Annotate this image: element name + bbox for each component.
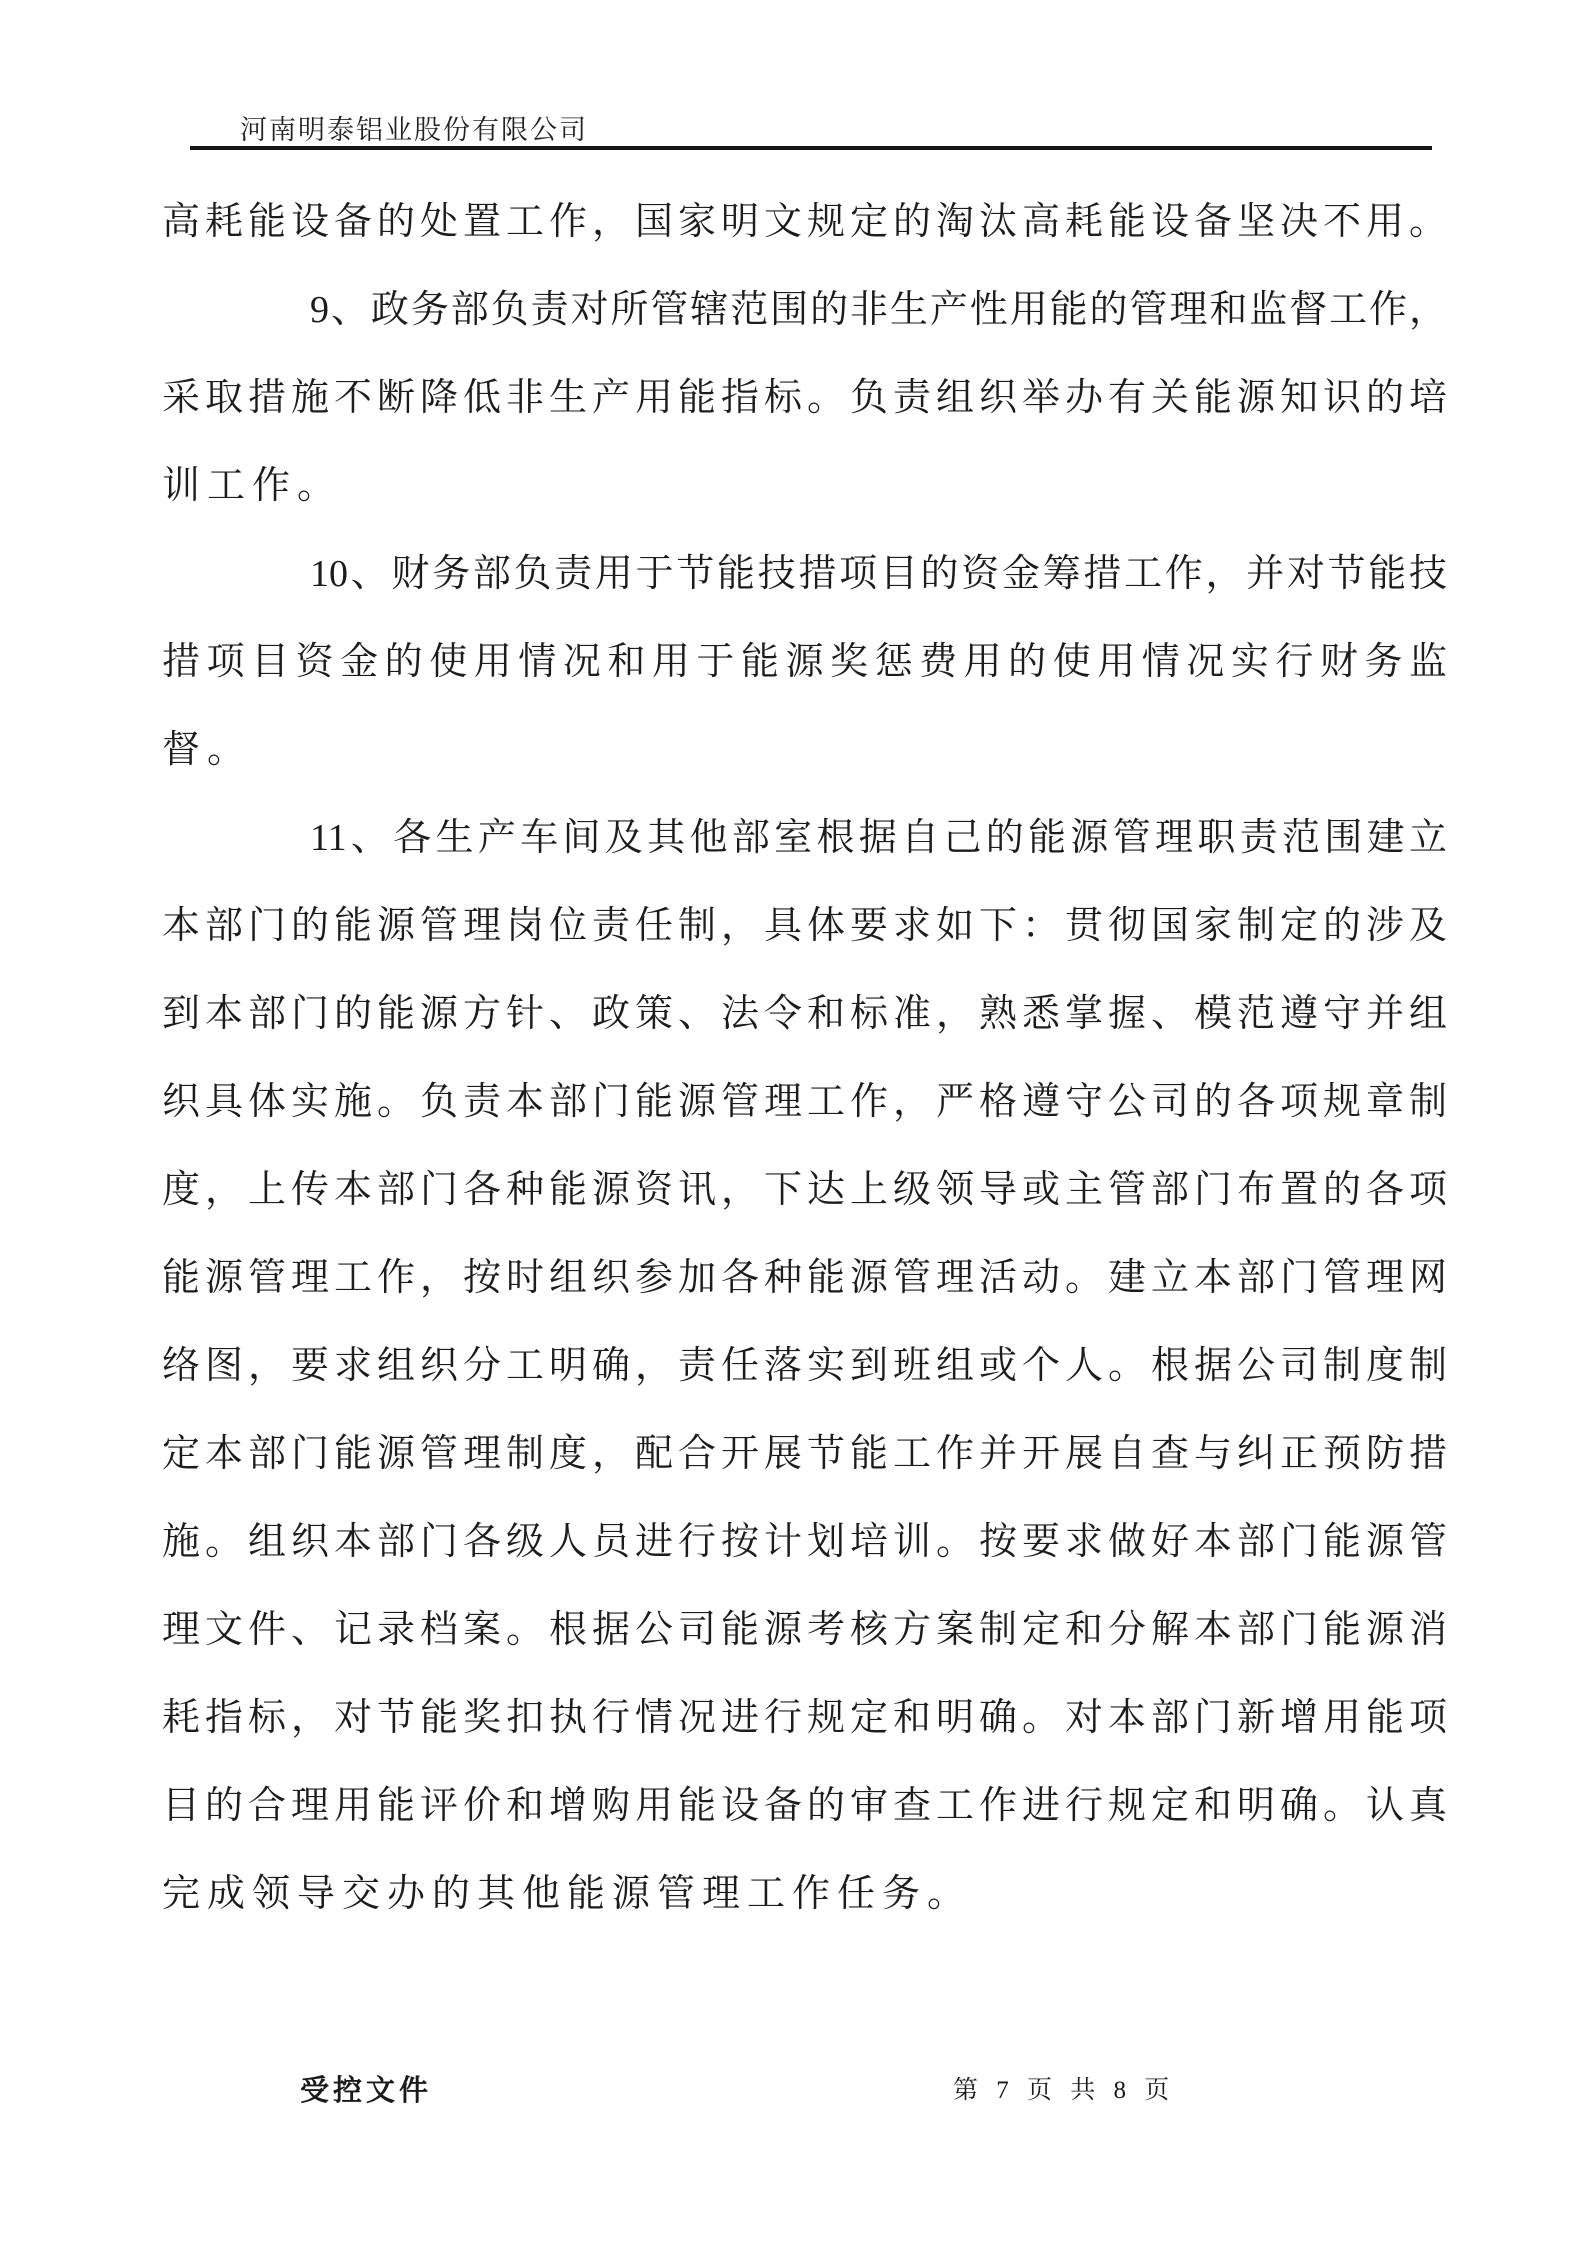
header-company-name: 河南明泰铝业股份有限公司 — [240, 115, 588, 145]
text-line: 能源管理工作，按时组织参加各种能源管理活动。建立本部门管理网 — [162, 1257, 1447, 1299]
text-line: 度，上传本部门各种能源资讯，下达上级领导或主管部门布置的各项 — [162, 1169, 1447, 1211]
text-line: 耗指标，对节能奖扣执行情况进行规定和明确。对本部门新增用能项 — [162, 1697, 1447, 1739]
text-line: 9、政务部负责对所管辖范围的非生产性用能的管理和监督工作， — [310, 289, 1447, 331]
document-body — [162, 178, 1447, 1938]
footer-page-number: 第 7 页 共 8 页 — [953, 2077, 1176, 2104]
text-line: 理文件、记录档案。根据公司能源考核方案制定和分解本部门能源消 — [162, 1609, 1447, 1651]
text-line: 完成领导交办的其他能源管理工作任务。 — [162, 1873, 973, 1915]
text-line: 目的合理用能评价和增购用能设备的审查工作进行规定和明确。认真 — [162, 1785, 1447, 1827]
text-line: 络图，要求组织分工明确，责任落实到班组或个人。根据公司制度制 — [162, 1345, 1447, 1387]
header-rule — [190, 146, 1432, 150]
text-line: 织具体实施。负责本部门能源管理工作，严格遵守公司的各项规章制 — [162, 1081, 1447, 1123]
text-line: 督。 — [162, 729, 253, 771]
text-line: 本部门的能源管理岗位责任制，具体要求如下：贯彻国家制定的涉及 — [162, 905, 1447, 947]
text-line: 定本部门能源管理制度，配合开展节能工作并开展自查与纠正预防措 — [162, 1433, 1447, 1475]
text-line: 10、财务部负责用于节能技措项目的资金筹措工作，并对节能技 — [310, 553, 1447, 595]
text-line: 采取措施不断降低非生产用能指标。负责组织举办有关能源知识的培 — [162, 377, 1447, 419]
footer-controlled-document-label: 受控文件 — [300, 2075, 433, 2107]
text-line: 施。组织本部门各级人员进行按计划培训。按要求做好本部门能源管 — [162, 1521, 1447, 1563]
text-line: 训工作。 — [162, 465, 343, 507]
text-line: 措项目资金的使用情况和用于能源奖惩费用的使用情况实行财务监 — [162, 641, 1447, 683]
text-line: 到本部门的能源方针、政策、法令和标准，熟悉掌握、模范遵守并组 — [162, 993, 1447, 1035]
text-line: 高耗能设备的处置工作，国家明文规定的淘汰高耗能设备坚决不用。 — [162, 201, 1447, 243]
text-line: 11、各生产车间及其他部室根据自己的能源管理职责范围建立 — [310, 817, 1447, 859]
